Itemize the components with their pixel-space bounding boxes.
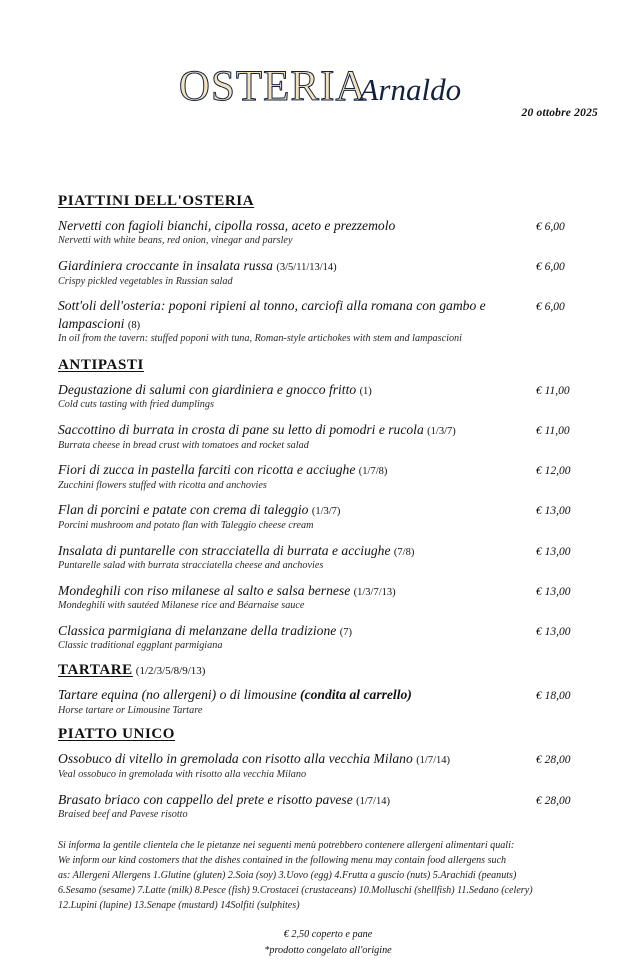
- menu-item-price: € 13,00: [536, 585, 571, 598]
- menu-item-price: € 11,00: [536, 425, 570, 438]
- allergen-line: as: Allergeni Allergens 1.Glutine (gluten) 2.Soia (soy) 3.Uovo (egg) 4.Frutta a guscio (nuts) 5.Arachidi (peanuts): [58, 870, 517, 882]
- menu-item: [58, 501, 598, 532]
- menu-item-price: € 28,00: [536, 794, 571, 807]
- menu-item-name: Ossobuco di vitello in gremolada con risotto alla vecchia Milano (1/7/14): [58, 751, 451, 767]
- menu-item-price: € 13,00: [536, 505, 571, 518]
- menu-item-name: Classica parmigiana di melanzane della tradizione (7): [58, 623, 352, 639]
- menu-item: [58, 622, 598, 653]
- menu-item-price: € 12,00: [536, 465, 571, 478]
- menu-item-price: € 13,00: [536, 626, 571, 639]
- menu-item-name: Fiori di zucca in pastella farciti con ricotta e acciughe (1/7/8): [58, 462, 388, 478]
- menu-item-allergen-code: (1/7/14): [356, 795, 390, 807]
- menu-item: [58, 791, 598, 822]
- menu-section-piattini: [58, 193, 598, 346]
- menu-item-price: € 6,00: [536, 261, 565, 274]
- section-heading: ANTIPASTI: [58, 356, 144, 373]
- menu-item-name: Tartare equina (no allergeni) o di limousine (condita al carrello): [58, 687, 412, 703]
- menu-item-description: Mondeghili with sautéed Milanese rice and Béarnaise sauce: [58, 600, 305, 612]
- menu-item-description: Zucchini flowers stuffed with ricotta and anchovies: [58, 479, 267, 491]
- menu-item-allergen-code: (7/8): [393, 546, 415, 558]
- menu-item-description: Porcini mushroom and potato flan with Taleggio cheese cream: [58, 519, 314, 531]
- menu-item: [58, 750, 598, 781]
- frozen-product-note: *prodotto congelato all'origine: [264, 944, 392, 956]
- menu-section-tartare: [58, 662, 598, 717]
- section-heading: TARTARE (1/2/3/5/8/9/13): [58, 662, 206, 679]
- allergen-line: 12.Lupini (lupine) 13.Senape (mustard) 14Solfiti (sulphites): [58, 900, 300, 912]
- menu-item: [58, 297, 598, 346]
- logo-word-osteria: OSTERIA: [178, 63, 368, 110]
- menu-item-note: (condita al carrello): [300, 687, 412, 703]
- menu-item: [58, 461, 598, 492]
- menu-item-allergen-code: (8): [127, 319, 141, 331]
- menu-page: [0, 62, 640, 967]
- menu-item-name: Flan di porcini e patate con crema di taleggio (1/3/7): [58, 502, 341, 518]
- allergen-line: 6.Sesamo (sesame) 7.Latte (milk) 8.Pesce (fish) 9.Crostacei (crustaceans) 10.Molluschi (shellfish) 11.Sedano (celery): [58, 885, 533, 897]
- menu-item-description: In oil from the tavern: stuffed poponi with tuna, Roman-style artichokes with stem and lampascioni: [58, 333, 462, 345]
- menu-content: [58, 184, 598, 958]
- menu-footer: [58, 927, 598, 958]
- menu-item: [58, 542, 598, 573]
- menu-item-allergen-code: (1): [359, 385, 372, 397]
- menu-item-allergen-code: (1/7/14): [416, 755, 451, 767]
- section-allergen-code: (1/2/3/5/8/9/13): [135, 665, 206, 678]
- allergen-line: We inform our kind costomers that the dishes contained in the following menu may contain food allergens such: [58, 854, 507, 866]
- menu-item-allergen-code: (1/7/8): [358, 466, 388, 478]
- menu-item-description: Nervetti with white beans, red onion, vinegar and parsley: [58, 235, 293, 247]
- menu-item-name: Mondeghili con riso milanese al salto e salsa bernese (1/3/7/13): [58, 582, 396, 598]
- menu-section-antipasti: [58, 357, 598, 653]
- menu-item-allergen-code: (3/5/11/13/14): [276, 262, 337, 274]
- menu-item: [58, 217, 598, 248]
- menu-item: [58, 257, 598, 288]
- menu-item-description: Burrata cheese in bread crust with tomatoes and rocket salad: [58, 439, 309, 451]
- menu-item-name: Insalata di puntarelle con stracciatella di burrata e acciughe (7/8): [58, 542, 415, 558]
- menu-item-allergen-code: (1/3/7/13): [353, 586, 396, 598]
- menu-item-description: Braised beef and Pavese risotto: [58, 808, 188, 820]
- menu-item: [58, 686, 598, 717]
- menu-item-allergen-code: (1/3/7): [311, 506, 341, 518]
- cover-charge-note: € 2,50 coperto e pane: [283, 929, 373, 941]
- menu-item-name: Sott'oli dell'osteria: poponi ripieni al tonno, carciofi alla romana con gambo e lampascioni (8): [58, 298, 486, 331]
- section-heading: PIATTINI DELL'OSTERIA: [58, 193, 255, 209]
- menu-item-description: Classic traditional eggplant parmigiana: [58, 640, 223, 652]
- menu-item-allergen-code: (1/3/7): [427, 426, 456, 438]
- menu-item-allergen-code: (7): [339, 627, 352, 639]
- menu-item-description: Crispy pickled vegetables in Russian salad: [58, 275, 233, 287]
- menu-item-price: € 11,00: [536, 384, 570, 397]
- menu-item-name: Nervetti con fagioli bianchi, cipolla rossa, aceto e prezzemolo: [58, 218, 396, 233]
- menu-section-piatto-unico: [58, 726, 598, 821]
- allergen-notice: [58, 838, 598, 914]
- menu-item-description: Horse tartare or Limousine Tartare: [58, 704, 203, 716]
- menu-item-price: € 6,00: [536, 221, 565, 233]
- menu-item: [58, 381, 598, 412]
- menu-item-name: Brasato briaco con cappello del prete e risotto pavese (1/7/14): [58, 791, 390, 807]
- menu-item-description: Veal ossobuco in gremolada with risotto alla vecchia Milano: [58, 768, 307, 780]
- menu-item-name: Degustazione di salumi con giardiniera e gnocco fritto (1): [58, 381, 372, 397]
- menu-item-name: Saccottino di burrata in crosta di pane su letto di pomodri e rucola (1/3/7): [58, 422, 456, 438]
- logo-word-arnaldo: Arnaldo: [359, 72, 462, 107]
- allergen-line: Si informa la gentile clientela che le pietanze nei seguenti menù potrebbero contenere allergeni alimentari quali:: [58, 839, 515, 851]
- menu-item: [58, 582, 598, 613]
- menu-item-price: € 18,00: [536, 690, 571, 703]
- menu-item-price: € 28,00: [536, 754, 571, 767]
- menu-item-price: € 6,00: [536, 301, 565, 314]
- menu-item-description: Puntarelle salad with burrata stracciatella cheese and anchovies: [58, 560, 324, 572]
- menu-item-description: Cold cuts tasting with fried dumplings: [58, 399, 214, 411]
- menu-item-name: Giardiniera croccante in insalata russa (3/5/11/13/14): [58, 258, 337, 274]
- section-heading: PIATTO UNICO: [58, 726, 176, 743]
- menu-item: [58, 421, 598, 452]
- menu-date: 20 ottobre 2025: [521, 107, 598, 119]
- restaurant-logo: [0, 62, 640, 111]
- menu-item-price: € 13,00: [536, 545, 571, 558]
